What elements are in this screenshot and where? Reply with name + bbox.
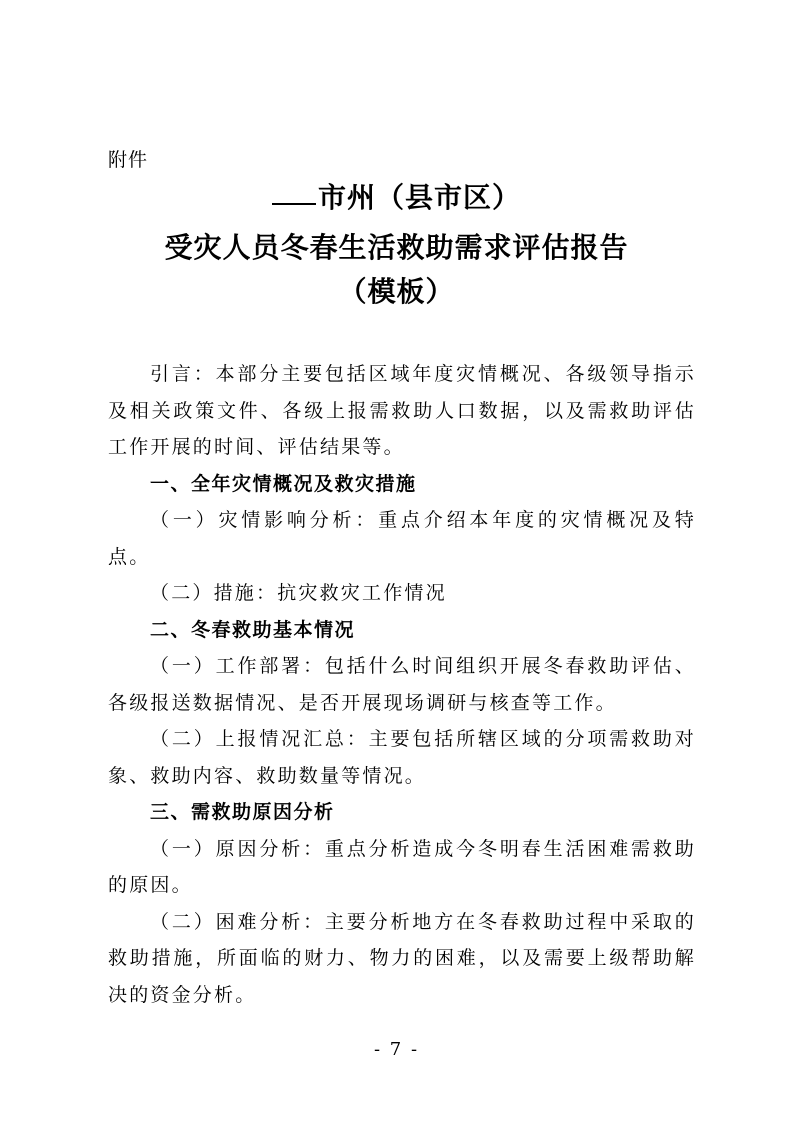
intro-paragraph: 引言：本部分主要包括区域年度灾情概况、各级领导指示及相关政策文件、各级上报需救助人口数据，以及需救助评估工作开展的时间、评估结果等。 xyxy=(108,363,696,458)
document-body xyxy=(108,356,696,1013)
fill-in-blank xyxy=(272,202,316,205)
paragraph-3-2: （二）困难分析：主要分析地方在冬春救助过程中采取的救助措施，所面临的财力、物力的困难，以及需要上级帮助解决的资金分析。 xyxy=(108,910,696,1006)
title-line-1 xyxy=(0,178,793,218)
title-line-1-text: 市州（县市区） xyxy=(317,181,521,214)
page-number: - 7 - xyxy=(373,1039,420,1060)
section-heading-1: 一、全年灾情概况及救灾措施 xyxy=(150,472,417,495)
paragraph-3-1: （一）原因分析：重点分析造成今冬明春生活困难需救助的原因。 xyxy=(108,837,696,896)
paragraph-1-2: （二）措施：抗灾救灾工作情况 xyxy=(150,582,447,604)
paragraph-2-1: （一）工作部署：包括什么时间组织开展冬春救助评估、各级报送数据情况、是否开展现场调研与核查等工作。 xyxy=(108,655,696,714)
paragraph-1-1: （一）灾情影响分析：重点介绍本年度的灾情概况及特点。 xyxy=(108,509,696,568)
title-line-3: （模板） xyxy=(338,275,455,308)
section-heading-2: 二、冬春救助基本情况 xyxy=(150,618,356,641)
attachment-label: 附件 xyxy=(108,149,149,171)
paragraph-2-2: （二）上报情况汇总：主要包括所辖区域的分项需救助对象、救助内容、救助数量等情况。 xyxy=(108,728,696,787)
title-line-2: 受灾人员冬春生活救助需求评估报告 xyxy=(164,231,629,264)
section-heading-3: 三、需救助原因分析 xyxy=(150,801,335,823)
